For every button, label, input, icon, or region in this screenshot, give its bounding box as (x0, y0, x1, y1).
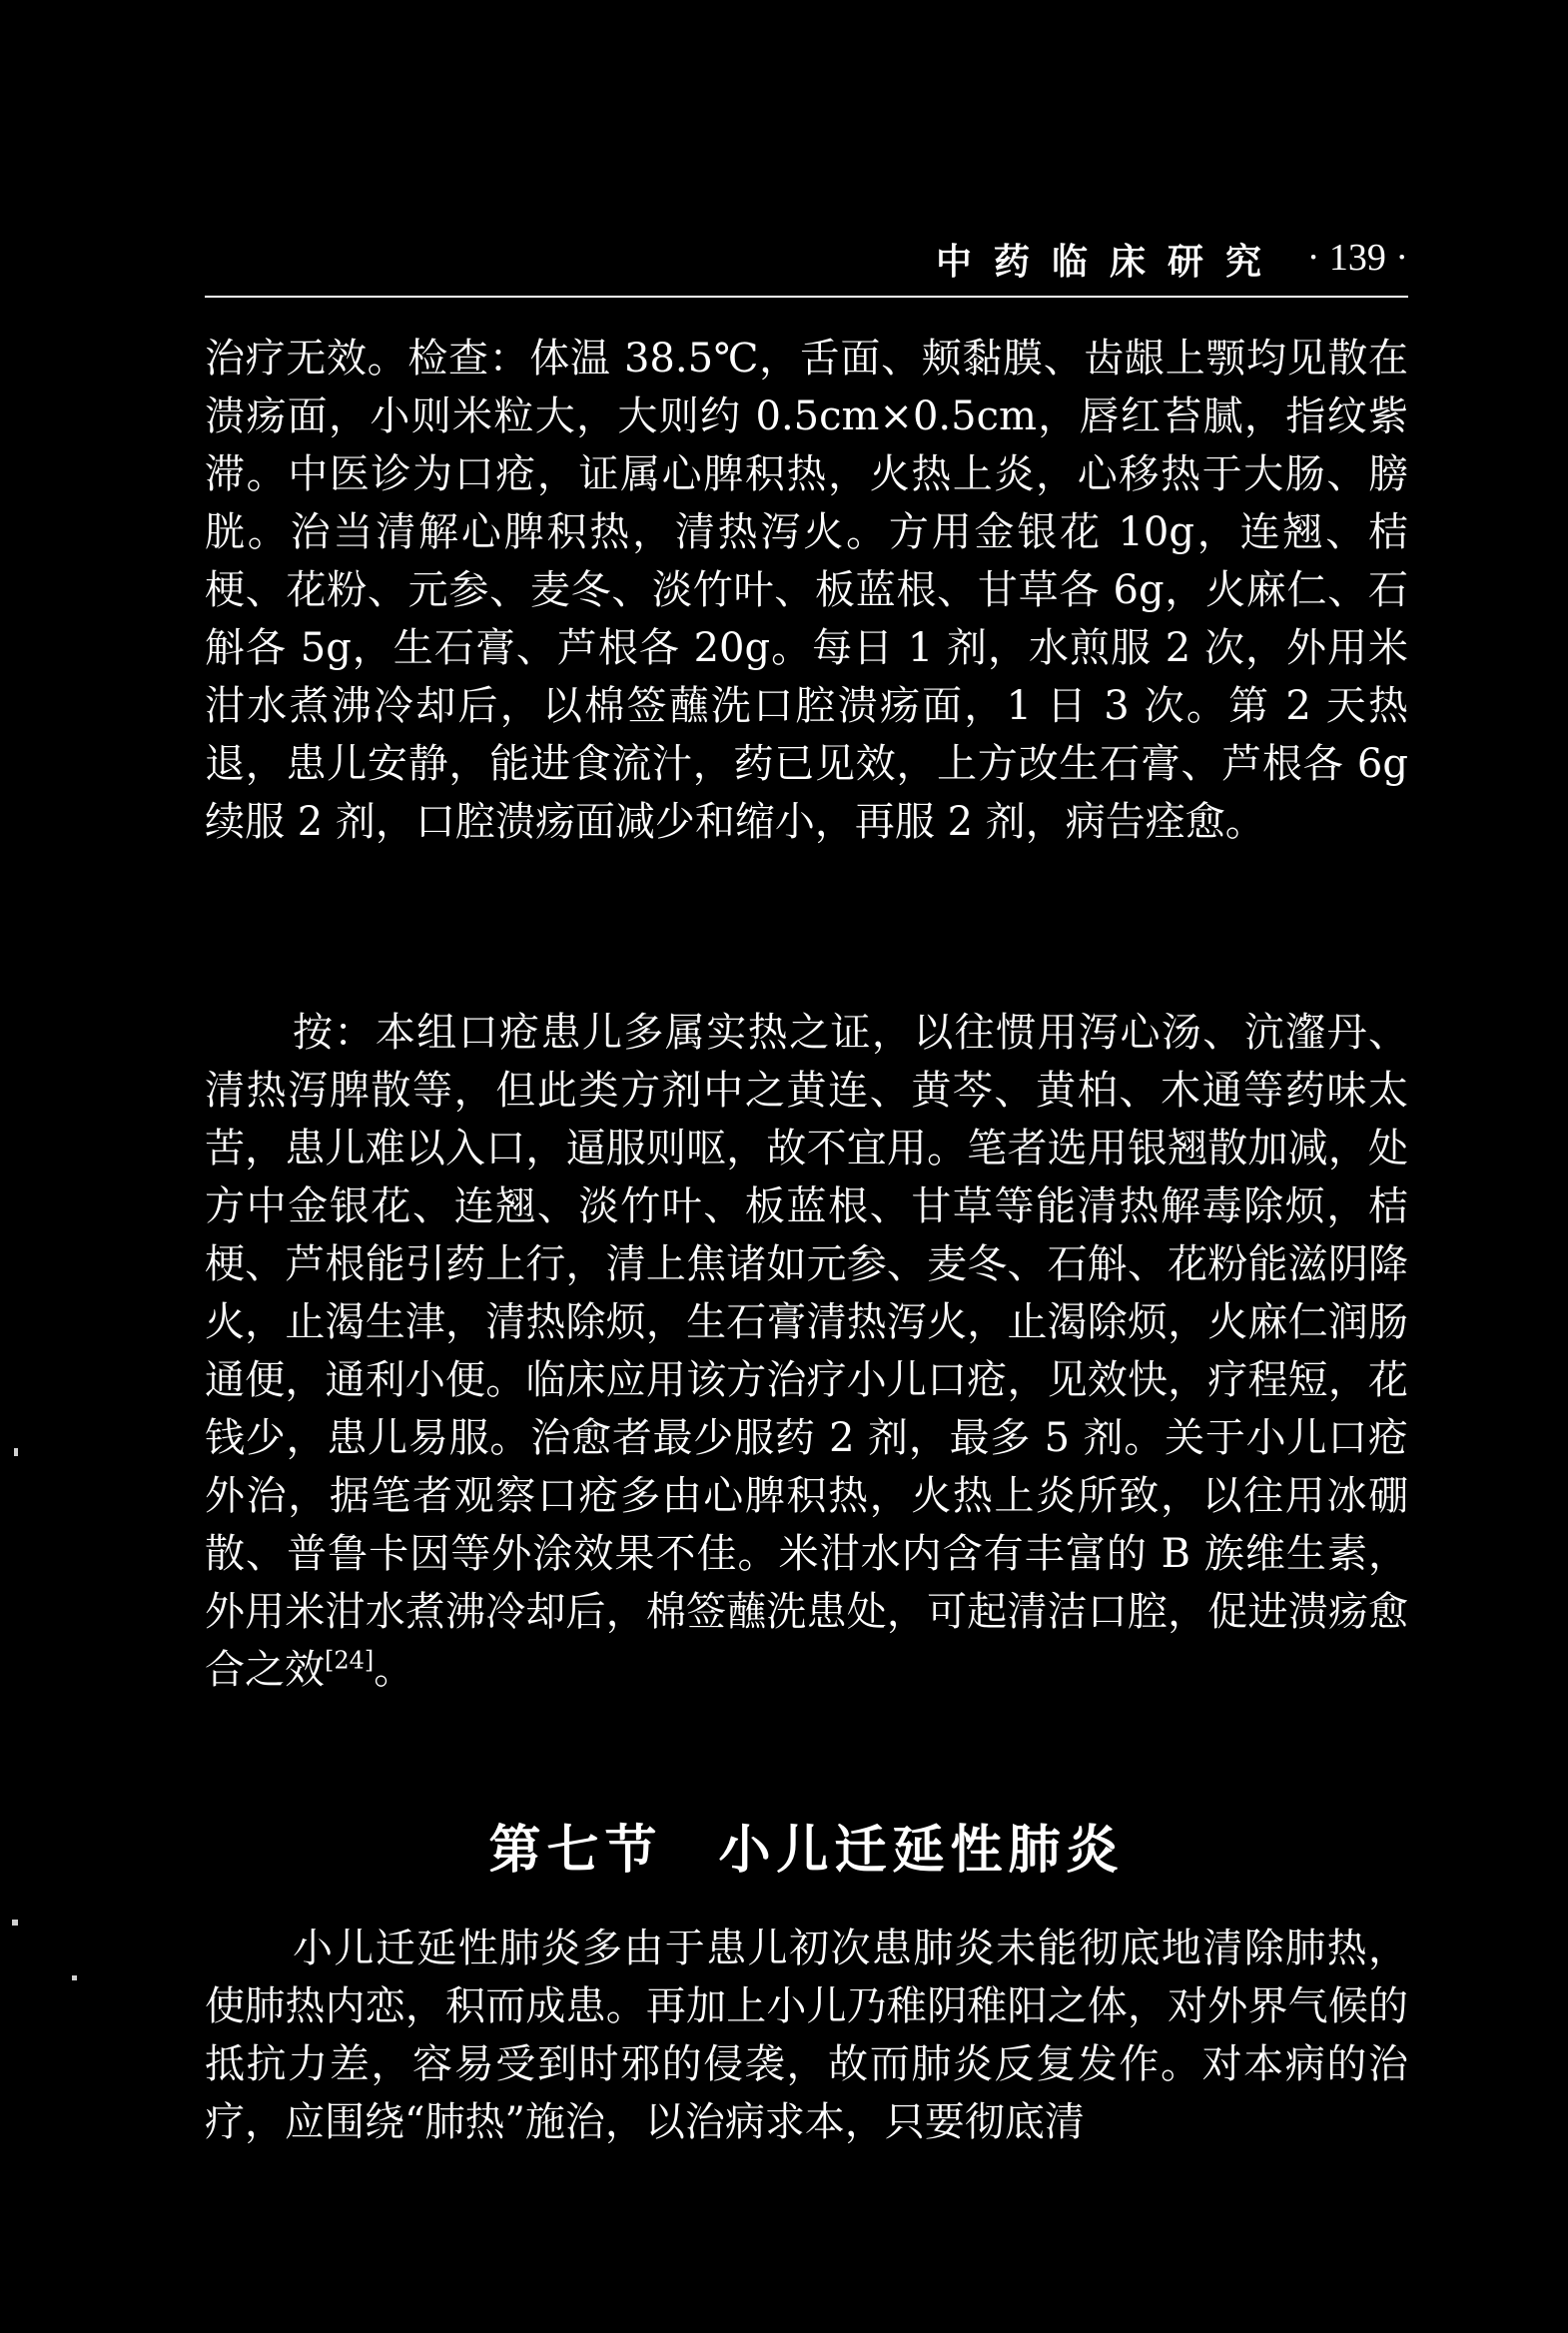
section-number: 第七节 (488, 1820, 663, 1881)
running-header (205, 228, 1408, 288)
header-rule (205, 296, 1408, 298)
section-intro-text: 小儿迁延性肺炎多由于患儿初次患肺炎未能彻底地清除肺热，使肺热内恋，积而成患。再加上小儿乃稚阴稚阳之体，对外界气候的抵抗力差，容易受到时邪的侵袭，故而肺炎反复发作。对本病的治疗，应围绕“肺热”施治，以治病求本，只要彻底清 (205, 1926, 1408, 2145)
section-heading (205, 1808, 1408, 1883)
scan-speck (72, 1975, 77, 1980)
case-paragraph-text: 治疗无效。检查：体温 38.5℃，舌面、颊黏膜、齿龈上颚均见散在溃疡面，小则米粒大，大则约 0.5cm×0.5cm，唇红苔腻，指纹紫滞。中医诊为口疮，证属心脾积热，火热上炎，心移热于大肠、膀胱。治当清解心脾积热，清热泻火。方用金银花 10g，连翘、桔梗、花粉、元参、麦冬、淡竹叶、板蓝根、甘草各 6g，火麻仁、石斛各 5g，生石膏、芦根各 20g。每日 1 剂，水煎服 2 次，外用米泔水煮沸冷却后，以棉签蘸洗口腔溃疡面，1 日 3 次。第 2 天热退，患儿安静，能进食流汁，药已见效，上方改生石膏、芦根各 6g 续服 2 剂，口腔溃疡面减少和缩小，再服 2 剂，病告痊愈。 (205, 336, 1408, 845)
scan-speck (14, 1448, 18, 1456)
section-title: 小儿迁延性肺炎 (718, 1820, 1125, 1881)
commentary-text: 按：本组口疮患儿多属实热之证，以往惯用泻心汤、沆瀣丹、清热泻脾散等，但此类方剂中之黄连、黄芩、黄柏、木通等药味太苦，患儿难以入口，逼服则呕，故不宜用。笔者选用银翘散加减，处方中金银花、连翘、淡竹叶、板蓝根、甘草等能清热解毒除烦，桔梗、芦根能引药上行，清上焦诸如元参、麦冬、石斛、花粉能滋阴降火，止渴生津，清热除烦，生石膏清热泻火，止渴除烦，火麻仁润肠通便，通利小便。临床应用该方治疗小儿口疮，见效快，疗程短，花钱少，患儿易服。治愈者最少服药 2 剂，最多 5 剂。关于小儿口疮外治，据笔者观察口疮多由心脾积热，火热上炎所致，以往用冰硼散、普鲁卡因等外涂效果不佳。米泔水内含有丰富的 B 族维生素，外用米泔水煮沸冷却后，棉签蘸洗患处，可起清洁口腔，促进溃疡愈合之效 (205, 1010, 1408, 1693)
page-number: · 139 · (1306, 237, 1408, 279)
reference-marker: [24] (325, 1646, 375, 1675)
running-header-title: 中药临床研究 (935, 241, 1283, 283)
commentary-paragraph (205, 1004, 1408, 1699)
commentary-tail: 。 (374, 1647, 414, 1693)
case-paragraph (205, 330, 1408, 851)
section-intro-paragraph (205, 1920, 1408, 2151)
scan-speck (12, 1920, 18, 1926)
commentary-paragraph-text (205, 1004, 1408, 1699)
